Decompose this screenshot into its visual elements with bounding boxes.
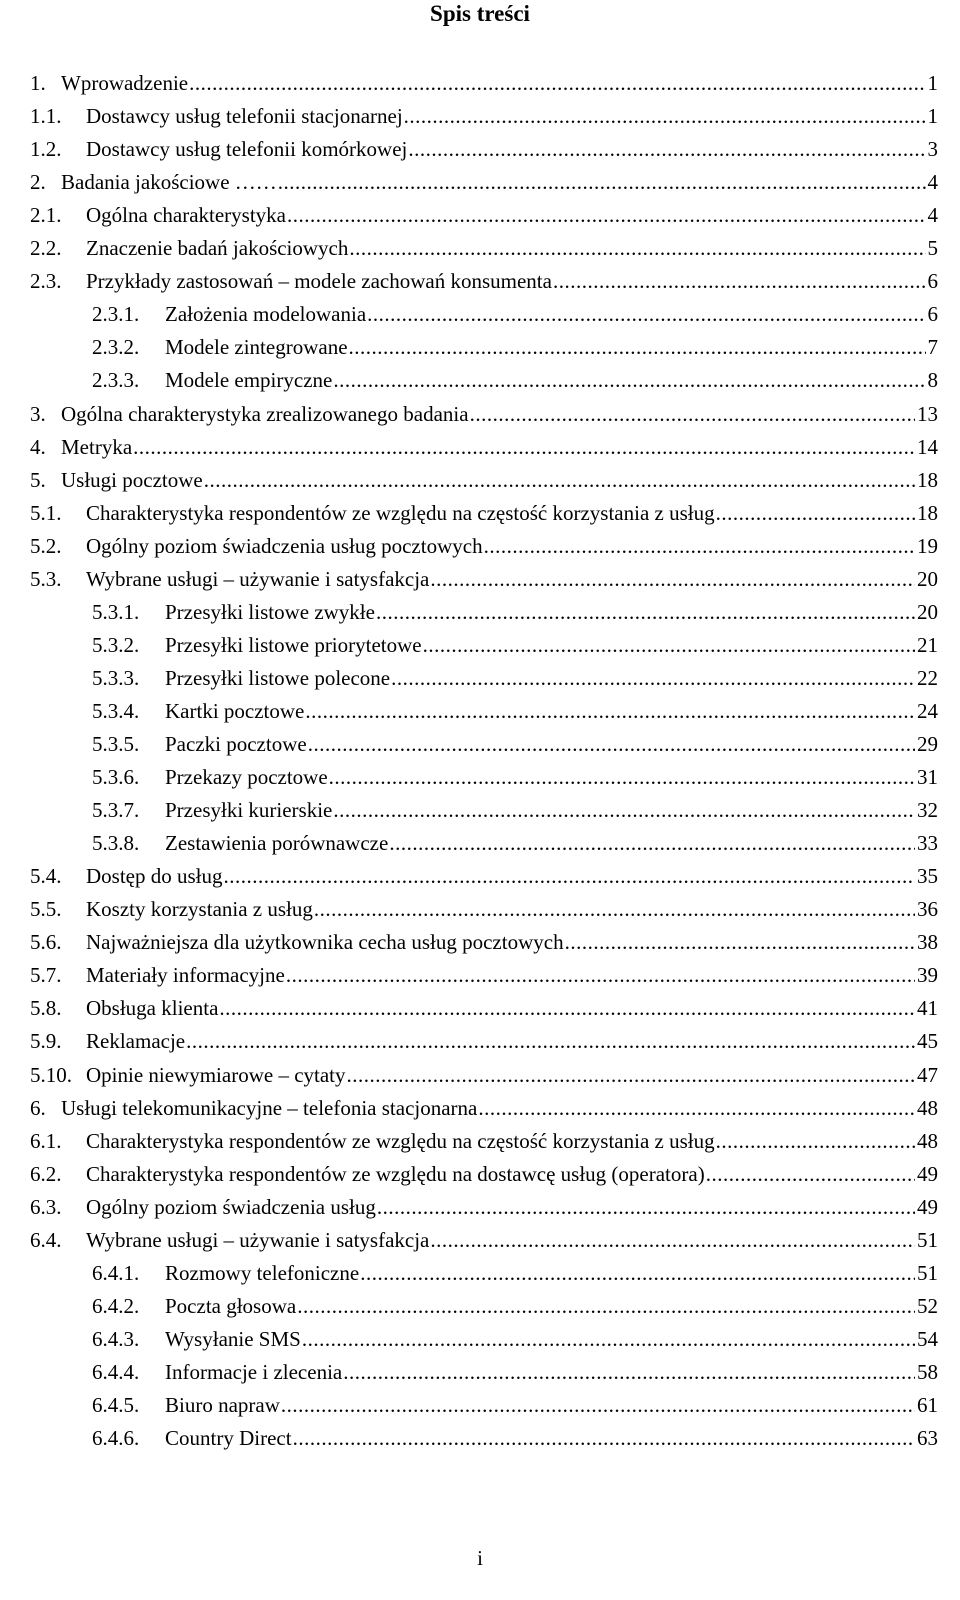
toc-entry-title: Modele zintegrowane: [165, 335, 348, 360]
toc-dot-leader: [470, 401, 915, 427]
toc-entry-title: Wybrane usługi – używanie i satysfakcja: [86, 1227, 430, 1252]
toc-entry-number: 2.3.3.: [92, 368, 140, 393]
toc-entry-number: 2.3.: [30, 269, 62, 294]
toc-entry-page: 6: [927, 269, 938, 294]
toc-dot-leader: [278, 169, 926, 195]
toc-dot-leader: [565, 929, 915, 955]
toc-entry[interactable]: [30, 922, 938, 955]
toc-dot-leader: [297, 1293, 915, 1319]
toc-entry-page: 63: [917, 1426, 938, 1451]
toc-entry[interactable]: [92, 1352, 938, 1385]
toc-entry[interactable]: [30, 1055, 938, 1088]
toc-entry[interactable]: [30, 195, 938, 228]
toc-entry-number: 6.: [30, 1095, 46, 1120]
toc-entry-page: 29: [917, 732, 938, 756]
toc-entry[interactable]: [30, 889, 938, 922]
toc-entry[interactable]: [92, 1253, 938, 1286]
toc-entry-page: 4: [927, 170, 938, 195]
toc-entry-number: 5.3.7.: [92, 798, 140, 823]
toc-entry-title: Biuro napraw: [165, 1393, 280, 1417]
toc-entry-title: Kartki pocztowe: [165, 698, 305, 723]
toc-entry[interactable]: [30, 493, 938, 526]
toc-entry[interactable]: [92, 327, 938, 360]
toc-entry[interactable]: [30, 427, 938, 460]
toc-entry[interactable]: [92, 294, 938, 327]
toc-entry[interactable]: [92, 1286, 938, 1319]
toc-dot-leader: [133, 434, 915, 460]
toc-entry-number: 5.3.8.: [92, 831, 140, 856]
toc-dot-leader: [287, 202, 925, 228]
toc-entry-number: 6.4.: [30, 1227, 62, 1252]
toc-entry-page: 6: [927, 302, 938, 327]
toc-entry-number: 5.3.4.: [92, 698, 140, 723]
toc-entry-title: Przesyłki listowe polecone: [165, 665, 391, 690]
toc-dot-leader: [430, 1227, 915, 1253]
toc-entry-page: 49: [917, 1161, 938, 1186]
toc-entry-number: 6.4.1.: [92, 1260, 140, 1285]
toc-entry-number: 5.3.5.: [92, 732, 140, 756]
toc-entry-number: 2.: [30, 170, 46, 195]
toc-entry-page: 45: [917, 1029, 938, 1054]
toc-entry-title: Ogólna charakterystyka zrealizowanego badania: [61, 401, 469, 426]
toc-dot-leader: [376, 599, 915, 625]
toc-entry-number: 2.2.: [30, 236, 62, 261]
toc-entry-page: 36: [917, 897, 938, 922]
toc-entry-number: 6.2.: [30, 1161, 62, 1186]
toc-dot-leader: [293, 1425, 915, 1451]
toc-entry[interactable]: [92, 360, 938, 393]
toc-dot-leader: [389, 830, 915, 856]
toc-entry-number: 6.4.2.: [92, 1293, 140, 1318]
toc-entry-title: Poczta głosowa: [165, 1293, 297, 1318]
toc-dot-leader: [189, 70, 925, 96]
toc-entry[interactable]: [30, 394, 938, 427]
toc-entry-page: 20: [917, 599, 938, 624]
toc-entry-title: Country Direct: [165, 1426, 292, 1451]
toc-entry-title: Charakterystyka respondentów ze względu na częstość korzystania z usług: [86, 500, 715, 525]
toc-entry-title: Reklamacje: [86, 1029, 186, 1054]
toc-entry-number: 6.4.4.: [92, 1359, 140, 1384]
toc-dot-leader: [423, 632, 915, 658]
toc-dot-leader: [716, 1128, 915, 1154]
toc-entry-number: 5.9.: [30, 1029, 62, 1054]
toc-entry-title: Obsługa klienta: [86, 996, 219, 1021]
toc-entry-page: 49: [917, 1194, 938, 1219]
toc-entry-number: 1.2.: [30, 137, 62, 162]
toc-entry[interactable]: [92, 1319, 938, 1352]
toc-entry-number: 5.6.: [30, 930, 62, 955]
toc-entry-page: 54: [917, 1326, 938, 1351]
toc-dot-leader: [333, 367, 925, 393]
toc-entry-number: 5.10.: [30, 1062, 72, 1087]
toc-dot-leader: [716, 500, 915, 526]
toc-dot-leader: [204, 467, 915, 493]
toc-entry-page: 1: [927, 71, 938, 95]
toc-dot-leader: [349, 235, 925, 261]
toc-entry-page: 48: [917, 1095, 938, 1120]
toc-dot-leader: [367, 301, 925, 327]
toc-entry-number: 3.: [30, 401, 46, 426]
toc-entry[interactable]: [30, 1088, 938, 1121]
toc-entry[interactable]: [30, 559, 938, 592]
toc-entry-page: 13: [917, 401, 938, 426]
toc-entry-page: 3: [927, 137, 938, 162]
toc-dot-leader: [484, 533, 915, 559]
toc-entry[interactable]: [92, 757, 938, 790]
toc-entry-title: Rozmowy telefoniczne: [165, 1260, 360, 1285]
toc-dot-leader: [430, 566, 915, 592]
toc-entry-number: 5.3.3.: [92, 665, 140, 690]
toc-entry[interactable]: [92, 691, 938, 724]
toc-entry-number: 1.: [30, 71, 46, 95]
toc-entry-title: Przykłady zastosowań – modele zachowań konsumenta: [86, 269, 552, 294]
toc-entry-page: 33: [917, 831, 938, 856]
toc-entry-number: 2.3.1.: [92, 302, 140, 327]
toc-dot-leader: [333, 797, 915, 823]
toc-entry[interactable]: [30, 1187, 938, 1220]
toc-entry-title: Charakterystyka respondentów ze względu na częstość korzystania z usług: [86, 1128, 715, 1153]
toc-entry-number: 6.4.3.: [92, 1326, 140, 1351]
toc-entry[interactable]: [30, 988, 938, 1021]
toc-entry[interactable]: [92, 592, 938, 625]
toc-entry-title: Przesyłki listowe zwykłe: [165, 599, 375, 624]
toc-entry-number: 5.: [30, 467, 46, 492]
toc-entry[interactable]: [30, 1021, 938, 1054]
toc-entry-number: 6.4.6.: [92, 1426, 140, 1451]
toc-entry-page: 8: [927, 368, 938, 393]
toc-entry[interactable]: [92, 658, 938, 691]
toc-entry-number: 5.3.6.: [92, 765, 140, 790]
toc-dot-leader: [329, 764, 915, 790]
toc-entry-page: 5: [927, 236, 938, 261]
toc-dot-leader: [305, 698, 915, 724]
toc-entry[interactable]: [92, 1385, 938, 1418]
toc-dot-leader: [553, 268, 926, 294]
toc-entry-page: 51: [917, 1260, 938, 1285]
toc-dot-leader: [224, 863, 916, 889]
toc-entry-page: 32: [917, 798, 938, 823]
toc-entry-title: Opinie niewymiarowe – cytaty: [86, 1062, 346, 1087]
toc-entry-number: 5.8.: [30, 996, 62, 1021]
toc-entry[interactable]: [30, 162, 938, 195]
toc-entry-number: 5.5.: [30, 897, 62, 922]
toc-entry[interactable]: [30, 96, 938, 129]
toc-entry-page: 31: [917, 765, 938, 790]
toc-entry[interactable]: [30, 856, 938, 889]
toc-entry-title: Zestawienia porównawcze: [165, 831, 389, 856]
toc-entry-page: 35: [917, 864, 938, 889]
toc-entry-page: 48: [917, 1128, 938, 1153]
toc-entry-number: 5.4.: [30, 864, 62, 889]
toc-entry[interactable]: [92, 625, 938, 658]
toc-entry-number: 4.: [30, 434, 46, 459]
toc-entry[interactable]: [30, 261, 938, 294]
toc-entry-number: 6.1.: [30, 1128, 62, 1153]
toc-dot-leader: [377, 1194, 915, 1220]
toc-entry[interactable]: [92, 724, 938, 757]
toc-entry[interactable]: [30, 63, 938, 96]
toc-entry[interactable]: [30, 1121, 938, 1154]
toc-entry-number: 2.3.2.: [92, 335, 140, 360]
toc-entry-title: Przekazy pocztowe: [165, 765, 328, 790]
toc-entry-page: 7: [927, 335, 938, 360]
toc-entry-page: 14: [917, 434, 938, 459]
toc-dot-leader: [302, 1326, 915, 1352]
toc-dot-leader: [314, 896, 915, 922]
toc-dot-leader: [347, 1062, 915, 1088]
toc-entry-title: Dostawcy usług telefonii stacjonarnej: [86, 104, 403, 129]
toc-entry[interactable]: [30, 460, 938, 493]
toc-dot-leader: [349, 334, 926, 360]
toc-entry-title: Ogólna charakterystyka: [86, 203, 287, 228]
toc-entry-page: 19: [917, 533, 938, 558]
toc-entry-page: 24: [917, 698, 938, 723]
toc-entry-page: 22: [917, 665, 938, 690]
toc-entry-title: Modele empiryczne: [165, 368, 333, 393]
toc-entry[interactable]: [92, 790, 938, 823]
toc-entry-number: 1.1.: [30, 104, 62, 129]
toc-entry-title: Charakterystyka respondentów ze względu na dostawcę usług (operatora): [86, 1161, 705, 1186]
toc-entry-title: Najważniejsza dla użytkownika cecha usług pocztowych: [86, 930, 564, 955]
toc-entry[interactable]: [30, 526, 938, 559]
toc-entry-page: 39: [917, 963, 938, 988]
toc-entry-page: 18: [917, 500, 938, 525]
toc-entry-page: 38: [917, 930, 938, 955]
toc-entry[interactable]: [30, 1220, 938, 1253]
toc-dot-leader: [219, 995, 915, 1021]
toc-entry[interactable]: [30, 129, 938, 162]
toc-entry-title: Ogólny poziom świadczenia usług pocztowych: [86, 533, 483, 558]
toc-dot-leader: [360, 1260, 915, 1286]
toc-entry-title: Przesyłki kurierskie: [165, 798, 333, 823]
toc-entry-number: 5.3.: [30, 566, 62, 591]
toc-entry[interactable]: [30, 1154, 938, 1187]
toc-entry-title: Wysyłanie SMS: [165, 1326, 301, 1351]
toc-entry[interactable]: [92, 823, 938, 856]
toc-entry-page: 18: [917, 467, 938, 492]
toc-entry-page: 4: [927, 203, 938, 228]
toc-dot-leader: [286, 962, 915, 988]
toc-entry-title: Przesyłki listowe priorytetowe: [165, 632, 422, 657]
toc-entry-title: Metryka: [61, 434, 133, 459]
toc-entry-page: 1: [927, 104, 938, 129]
toc-dot-leader: [478, 1095, 915, 1121]
toc-entry-number: 5.2.: [30, 533, 62, 558]
toc-entry-number: 6.3.: [30, 1194, 62, 1219]
toc-entry-page: 58: [917, 1359, 938, 1384]
toc-entry-page: 21: [917, 632, 938, 657]
toc-entry-number: 5.1.: [30, 500, 62, 525]
toc-dot-leader: [706, 1161, 915, 1187]
toc-entry-page: 51: [917, 1227, 938, 1252]
toc-entry-page: 47: [917, 1062, 938, 1087]
toc-dot-leader: [281, 1392, 915, 1418]
toc-entry-number: 6.4.5.: [92, 1393, 140, 1417]
toc-dot-leader: [404, 103, 926, 129]
toc-entry[interactable]: [30, 955, 938, 988]
toc-entry-page: 41: [917, 996, 938, 1021]
toc-entry-title: Paczki pocztowe: [165, 732, 307, 756]
toc-entry-title: Materiały informacyjne: [86, 963, 285, 988]
toc-dot-leader: [408, 136, 925, 162]
toc-entry[interactable]: [92, 1418, 938, 1451]
toc-dot-leader: [186, 1028, 915, 1054]
toc-entry-title: Ogólny poziom świadczenia usług: [86, 1194, 376, 1219]
toc-entry-title: Wybrane usługi – używanie i satysfakcja: [86, 566, 430, 591]
page-number: i: [477, 1546, 483, 1570]
toc-entry-title: Badania jakościowe ……: [61, 170, 277, 195]
toc-entry-title: Koszty korzystania z usług: [86, 897, 313, 922]
toc-entry-number: 5.3.1.: [92, 599, 140, 624]
toc-entry-page: 61: [917, 1393, 938, 1417]
toc-entry-title: Usługi pocztowe: [61, 467, 203, 492]
toc-entry[interactable]: [30, 228, 938, 261]
toc-entry-title: Znaczenie badań jakościowych: [86, 236, 349, 261]
toc-entry-number: 5.3.2.: [92, 632, 140, 657]
toc-entry-number: 5.7.: [30, 963, 62, 988]
toc-entry-title: Założenia modelowania: [165, 302, 367, 327]
toc-entry-title: Dostęp do usług: [86, 864, 223, 889]
toc-entry-number: 2.1.: [30, 203, 62, 228]
page-title: Spis treści: [430, 1, 530, 26]
toc-entry-title: Wprowadzenie: [61, 71, 189, 95]
toc-dot-leader: [391, 665, 915, 691]
toc-entry-title: Usługi telekomunikacyjne – telefonia stacjonarna: [61, 1095, 478, 1120]
toc-entry-page: 20: [917, 566, 938, 591]
toc-entry-page: 52: [917, 1293, 938, 1318]
toc-dot-leader: [308, 731, 915, 757]
toc-dot-leader: [343, 1359, 915, 1385]
toc-entry-title: Informacje i zlecenia: [165, 1359, 343, 1384]
toc-entry-title: Dostawcy usług telefonii komórkowej: [86, 137, 408, 162]
